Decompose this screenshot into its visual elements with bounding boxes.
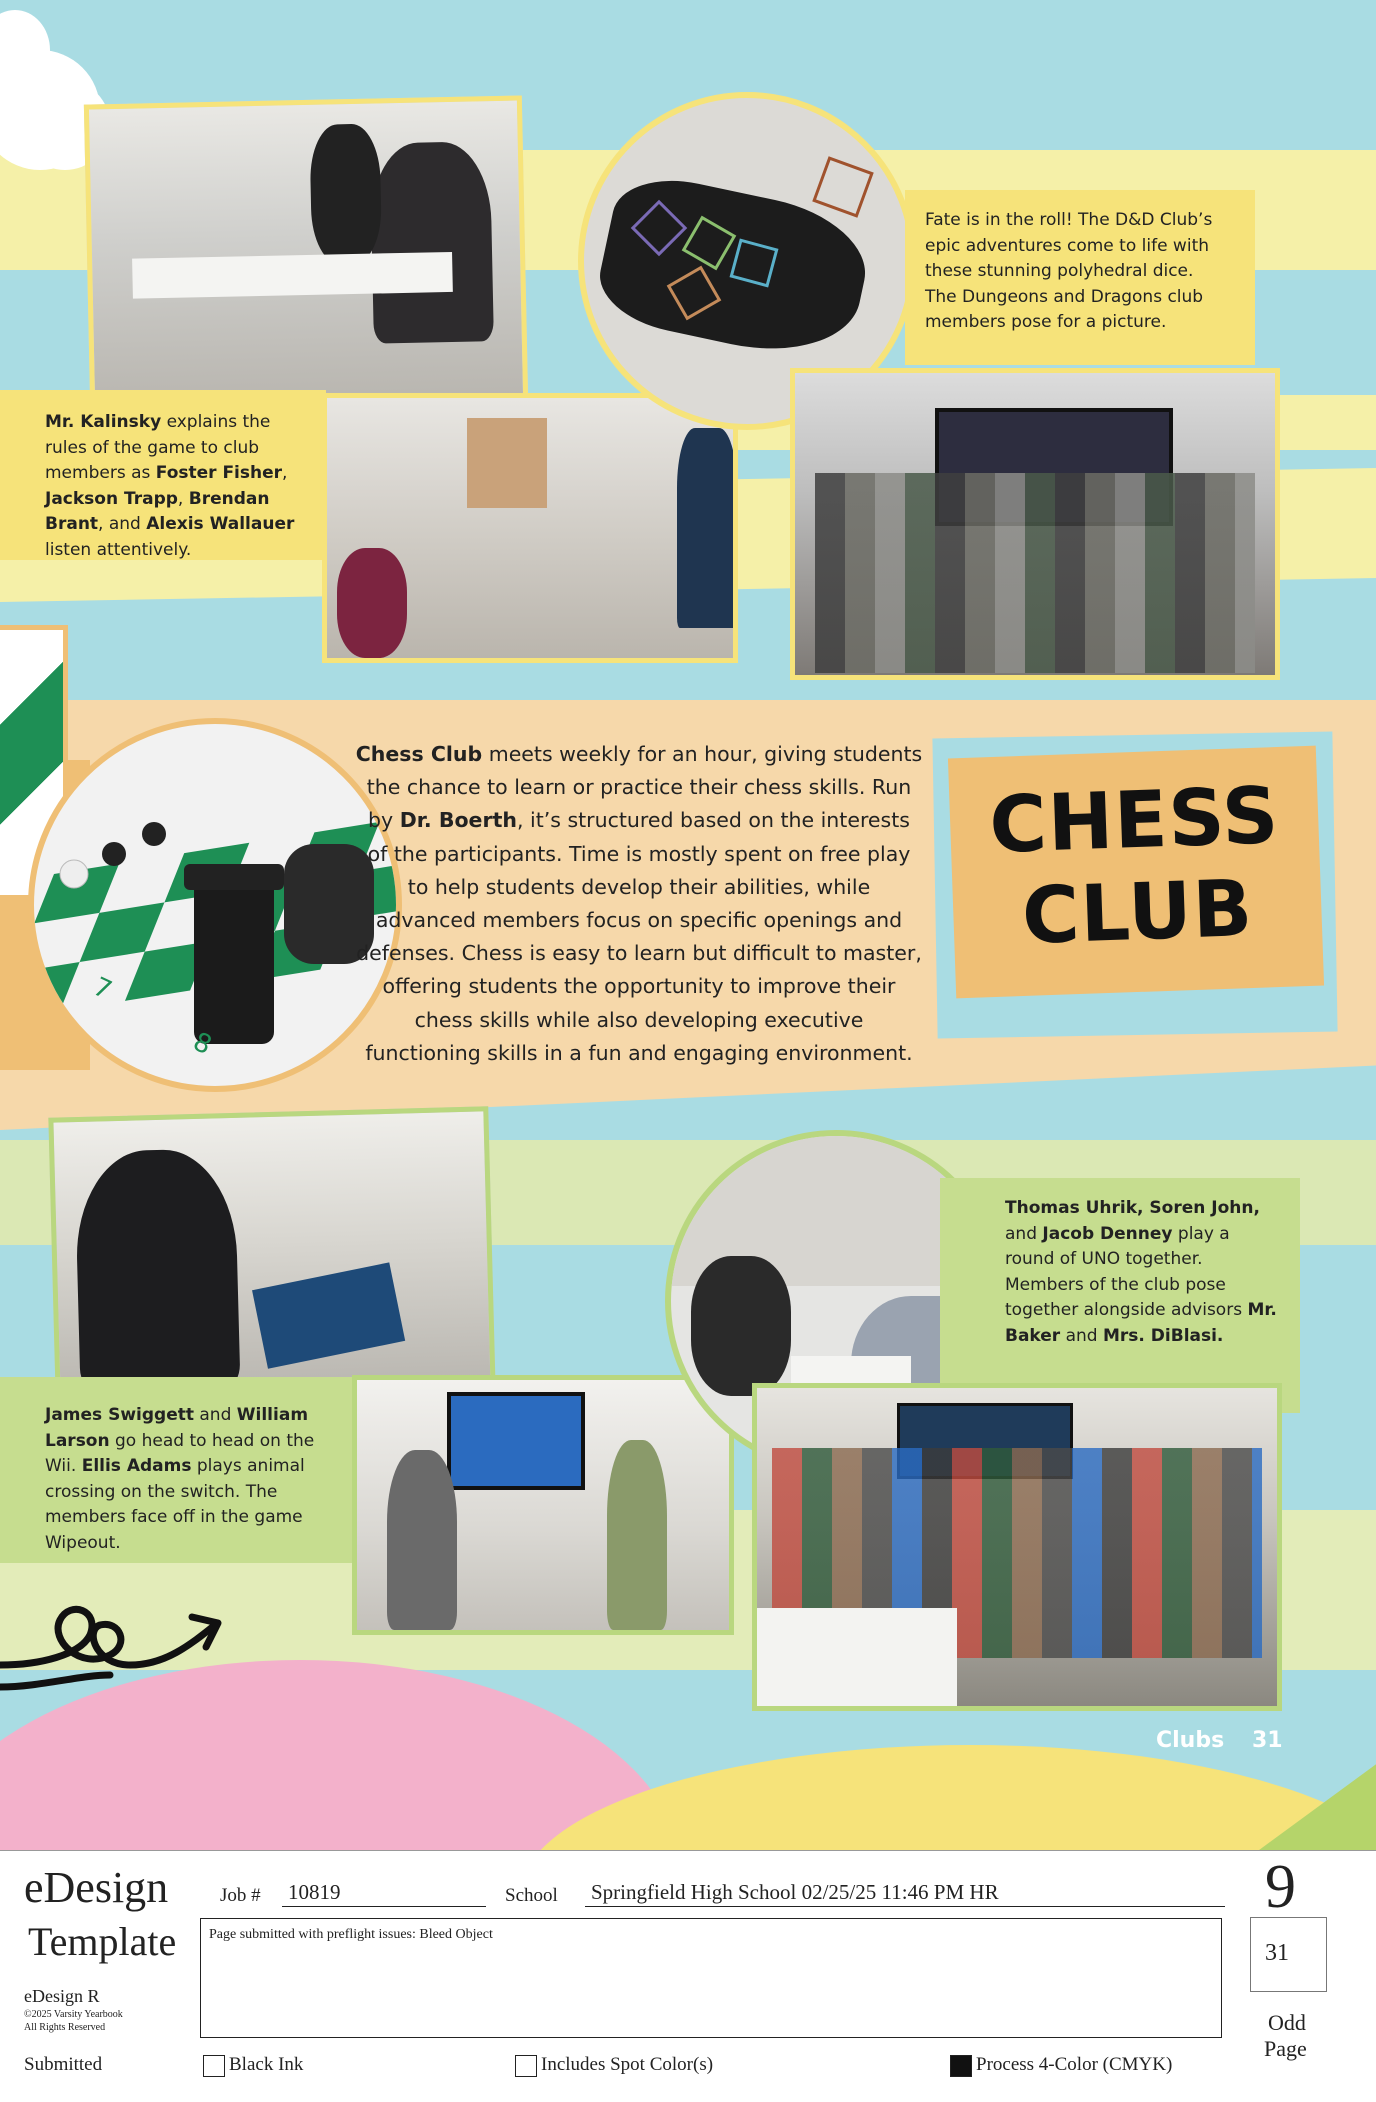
dnd-classroom-photo-1 (84, 95, 528, 409)
board-number-8: 8 (188, 1026, 217, 1062)
spot-color-label: Includes Spot Color(s) (541, 2054, 714, 2075)
brand-line1: eDesign (24, 1863, 169, 1912)
games-group-photo (752, 1383, 1282, 1711)
dnd-group-photo (790, 368, 1280, 680)
page-box (1250, 1917, 1327, 1992)
big-number: 9 (1265, 1853, 1296, 1921)
option-black-ink[interactable] (203, 2054, 303, 2077)
games-caption-right: Thomas Uhrik, Soren John, and Jacob Denney play a round of UNO together. Members of the club pose together alongside advisors Mr. Baker and Mrs. DiBlasi. (1005, 1198, 1277, 1346)
process-color-label: Process 4-Color (CMYK) (976, 2054, 1173, 2075)
job-field[interactable] (282, 1880, 486, 1907)
process-color-checkbox[interactable] (950, 2055, 972, 2077)
copyright-line2: All Rights Reserved (24, 2022, 106, 2033)
option-spot-color[interactable] (515, 2054, 713, 2077)
brand-line2: Template (28, 1919, 177, 1964)
odd-line2: Page (1264, 2036, 1307, 2061)
page-box-value: 31 (1265, 1940, 1289, 1966)
games-caption-left: James Swiggett and William Larson go head to head on the Wii. Ellis Adams plays animal crossing on the switch. The members face off in the game Wipeout. (45, 1405, 315, 1553)
chess-title-line1: CHESS (988, 771, 1281, 872)
chess-body-text: Chess Club meets weekly for an hour, giving students the chance to learn or practice their chess skills. Run by Dr. Boerth, it’s structured based on the interests of the participants. Time is mostly spent on free play to help students develop their abilities, while advanced members focus on specific openings and defenses. Chess is easy to learn but difficult to master, offering students the opportunity to improve their chess skills while also developing executive functioning skills in a fun and engaging environment. (355, 742, 923, 1065)
edesign-r: eDesign R (24, 1986, 100, 2006)
job-label: Job # (220, 1885, 261, 1906)
copyright-line1: ©2025 Varsity Yearbook (24, 2009, 123, 2020)
spot-color-checkbox[interactable] (515, 2055, 537, 2077)
school-value: Springfield High School 02/25/25 11:46 PM HR (591, 1880, 999, 1904)
chess-title (949, 769, 1323, 966)
chess-photo-circle (28, 718, 402, 1092)
dnd-caption-right: Fate is in the roll! The D&D Club’s epic adventures come to life with these stunning polyhedral dice. The Dungeons and Dragons club members pose for a picture. (925, 210, 1213, 332)
notes-text: Page submitted with preflight issues: Bleed Object (209, 1927, 493, 1942)
folio-section: Clubs (1156, 1728, 1225, 1753)
notes-box[interactable] (200, 1918, 1222, 2038)
option-process-color[interactable] (950, 2054, 1172, 2077)
chess-title-line2: CLUB (1020, 864, 1255, 963)
folio-page-number: 31 (1252, 1728, 1283, 1753)
dnd-caption-left: Mr. Kalinsky explains the rules of the game to club members as Foster Fisher, Jackson Trapp, Brendan Brant, and Alexis Wallauer listen attentively. (45, 412, 295, 560)
games-wii-photo-1 (48, 1106, 495, 1402)
job-value: 10819 (288, 1880, 341, 1904)
squiggle-arrow-icon (0, 1595, 230, 1705)
games-wipeout-photo (352, 1375, 734, 1635)
submitted-label: Submitted (24, 2054, 103, 2075)
school-field[interactable] (585, 1880, 1225, 1907)
school-label: School (505, 1885, 558, 1906)
odd-line1: Odd (1268, 2010, 1306, 2035)
board-number-7: 7 (88, 971, 117, 1007)
black-ink-label: Black Ink (229, 2054, 304, 2075)
dnd-classroom-photo-2 (322, 393, 738, 663)
black-ink-checkbox[interactable] (203, 2055, 225, 2077)
